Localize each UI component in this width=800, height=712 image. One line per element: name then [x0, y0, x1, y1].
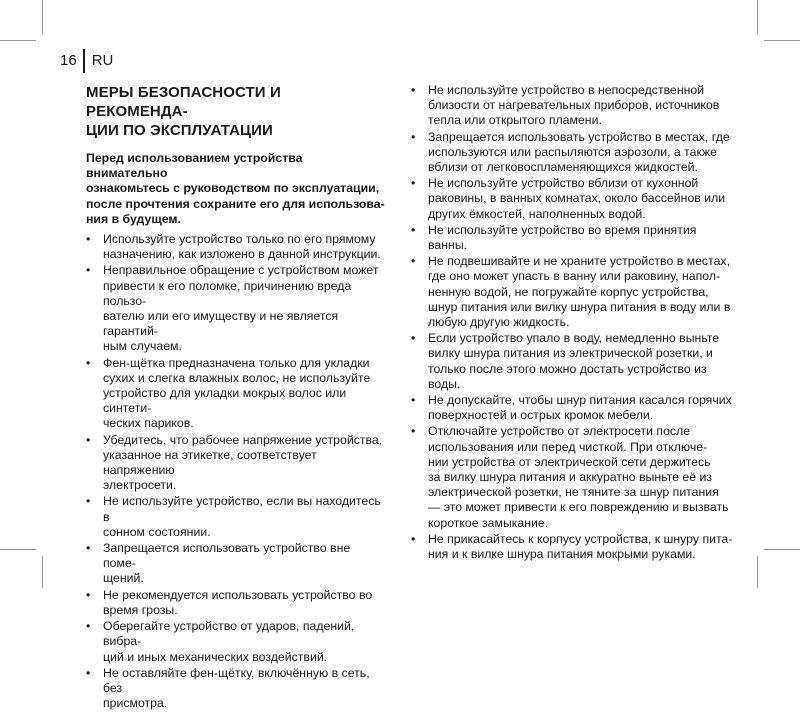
list-item — [411, 424, 733, 530]
crop-mark-top-left-vertical — [42, 0, 43, 34]
left-column — [86, 83, 386, 712]
list-item-line: Не подвешивайте и не храните устройство в местах, — [428, 254, 730, 269]
list-item-line: время грозы. — [103, 602, 178, 617]
list-item-line: Запрещается использовать устройство в местах, где — [428, 129, 730, 144]
list-item-line: устройство для укладки мокрых волос или синтети- — [103, 386, 347, 416]
bullet-marker: • — [411, 531, 416, 546]
list-item — [411, 176, 733, 222]
list-item — [86, 588, 386, 618]
list-item-line: нии устройства от электрической сети держитесь — [428, 454, 711, 469]
list-item-line: Запрещается использовать устройство вне поме- — [103, 541, 351, 571]
crop-mark-bottom-right-horizontal — [764, 549, 800, 550]
list-item — [86, 494, 386, 540]
bullet-marker: • — [86, 619, 91, 634]
list-item — [86, 541, 386, 587]
list-item-line: близости от нагревательных приборов, источников — [428, 98, 720, 113]
list-item — [86, 356, 386, 432]
bullet-marker: • — [86, 355, 91, 370]
list-item-line: раковины, в ванных комнатах, около бассейнов или — [428, 191, 726, 206]
bullet-marker: • — [411, 129, 416, 144]
bullet-marker: • — [411, 254, 416, 269]
list-item-line: ций и иных механических воздействий. — [103, 649, 328, 664]
list-item-line: Не рекомендуется использовать устройство во — [103, 587, 373, 602]
list-item-line: Убедитесь, что рабочее напряжение устройства, — [103, 432, 383, 447]
section-heading — [86, 83, 386, 140]
bullet-marker: • — [86, 494, 91, 509]
list-item — [86, 433, 386, 494]
list-item — [411, 393, 733, 423]
list-item-line: Если устройство упало в воду, немедленно выньте — [428, 331, 720, 346]
page-number: 16 — [60, 52, 77, 69]
list-item-line: Оберегайте устройство от ударов, падений, вибра- — [103, 619, 355, 649]
list-item-line: Отключайте устройство от электросети после — [428, 424, 691, 439]
lead-line: после прочтения сохраните его для использова- — [86, 196, 385, 211]
list-item — [86, 232, 386, 262]
list-item-line: короткое замыкание. — [428, 515, 549, 530]
bullet-marker: • — [86, 587, 91, 602]
list-item-line: шнур питания или вилку шнура питания в воду или в — [428, 299, 731, 314]
crop-mark-top-left-horizontal — [0, 40, 36, 41]
list-item-line: указанное на этикетке, соответствует напряжению — [103, 447, 317, 478]
bullet-marker: • — [86, 232, 91, 247]
list-item-line: ненную водой, не погружайте корпус устройства, — [428, 284, 709, 299]
list-item-line: Не используйте устройство во время принятия — [428, 222, 697, 237]
bullet-marker: • — [86, 432, 91, 447]
right-column — [411, 83, 733, 563]
bullet-marker: • — [411, 393, 416, 408]
list-item-line: ния и к вилке шнура питания мокрыми руками. — [428, 547, 696, 562]
bullet-marker: • — [411, 176, 416, 191]
list-item-line: сухих и слегка влажных волос, не используйте — [103, 370, 371, 385]
list-item-line: привести к его поломке, причинению вреда пользо- — [103, 278, 352, 308]
bullet-marker: • — [86, 665, 91, 680]
crop-mark-top-right-horizontal — [764, 40, 800, 41]
list-item — [411, 223, 733, 253]
list-item — [411, 254, 733, 330]
list-item-line: воды. — [428, 376, 461, 391]
list-item-line: — это может привести к его повреждению и вызвать — [428, 500, 729, 515]
lead-line: ознакомьтесь с руководством по эксплуатации, — [86, 181, 380, 196]
list-item-line: Не оставляйте фен-щётку, включённую в сеть, без — [103, 665, 370, 695]
header-separator — [83, 49, 85, 73]
list-item-line: Фен-щётка предназначена только для укладки — [103, 355, 370, 370]
list-item-line: Неправильное обращение с устройством может — [103, 263, 379, 278]
list-item — [411, 331, 733, 392]
list-item-line: вилку шнура питания из электрической розетки, и — [428, 346, 713, 361]
lead-line: ния в будущем. — [86, 211, 181, 226]
crop-mark-bottom-left-horizontal — [0, 549, 36, 550]
list-item-line: за вилку шнура питания и аккуратно выньте её из — [428, 470, 712, 485]
lead-paragraph — [86, 151, 386, 227]
crop-mark-bottom-left-vertical — [42, 556, 43, 588]
list-item — [411, 83, 733, 129]
list-item-line: Не используйте устройство в непосредственной — [428, 83, 705, 97]
page-header — [60, 48, 113, 74]
list-item-line: любую другую жидкость. — [428, 315, 570, 330]
list-item-line: электросети. — [103, 478, 177, 493]
right-bullet-list — [411, 83, 733, 562]
list-item-line: электрической розетки, не тяните за шнур питания — [428, 485, 719, 500]
list-item — [86, 666, 386, 712]
list-item-line: Не используйте устройство, если вы находитесь в — [103, 494, 381, 524]
list-item-line: Не используйте устройство вблизи от кухонной — [428, 176, 699, 191]
list-item-line: только после этого можно достать устройство из — [428, 361, 707, 376]
list-item-line: Не прикасайтесь к корпусу устройства, к шнуру пита- — [428, 531, 733, 546]
list-item — [86, 263, 386, 354]
list-item-line: использования или перед чисткой. При отключе- — [428, 439, 708, 454]
list-item-line: присмотра. — [103, 696, 168, 711]
list-item — [411, 532, 733, 562]
left-bullet-list — [86, 232, 386, 711]
list-item-line: тепла или открытого пламени. — [428, 113, 602, 128]
list-item — [86, 619, 386, 665]
list-item-line: сонном состоянии. — [103, 524, 211, 539]
list-item-line: вблизи от легковоспламеняющихся жидкостей. — [428, 160, 698, 175]
list-item-line: Используйте устройство только по его прямому — [103, 232, 376, 247]
list-item-line: щений. — [103, 571, 144, 586]
list-item-line: других ёмкостей, наполненных водой. — [428, 206, 646, 221]
list-item-line: вателю или его имуществу и не является гарантий- — [103, 309, 339, 339]
language-label: RU — [91, 52, 114, 69]
list-item-line: ванны. — [428, 238, 468, 253]
list-item-line: назначению, как изложено в данной инструкции. — [103, 247, 381, 262]
list-item-line: где оно может упасть в ванну или раковину, напол- — [428, 269, 721, 284]
bullet-marker: • — [411, 83, 416, 97]
list-item-line: используются или распыляются аэрозоли, а также — [428, 144, 717, 159]
bullet-marker: • — [411, 222, 416, 237]
crop-mark-top-right-vertical — [757, 0, 758, 34]
list-item-line: Не допускайте, чтобы шнур питания касался горячих — [428, 393, 732, 408]
bullet-marker: • — [86, 541, 91, 556]
bullet-marker: • — [411, 331, 416, 346]
list-item — [411, 130, 733, 176]
list-item-line: поверхностей и острых кромок мебели. — [428, 408, 654, 423]
crop-mark-bottom-right-vertical — [757, 556, 758, 588]
lead-line: Перед использованием устройства внимательно — [86, 151, 303, 181]
list-item-line: ным случаем. — [103, 339, 182, 354]
bullet-marker: • — [86, 263, 91, 278]
heading-line: МЕРЫ БЕЗОПАСНОСТИ И РЕКОМЕНДА- — [86, 84, 281, 120]
bullet-marker: • — [411, 424, 416, 439]
list-item-line: ческих париков. — [103, 416, 194, 431]
heading-line: ЦИИ ПО ЭКСПЛУАТАЦИИ — [86, 122, 273, 139]
